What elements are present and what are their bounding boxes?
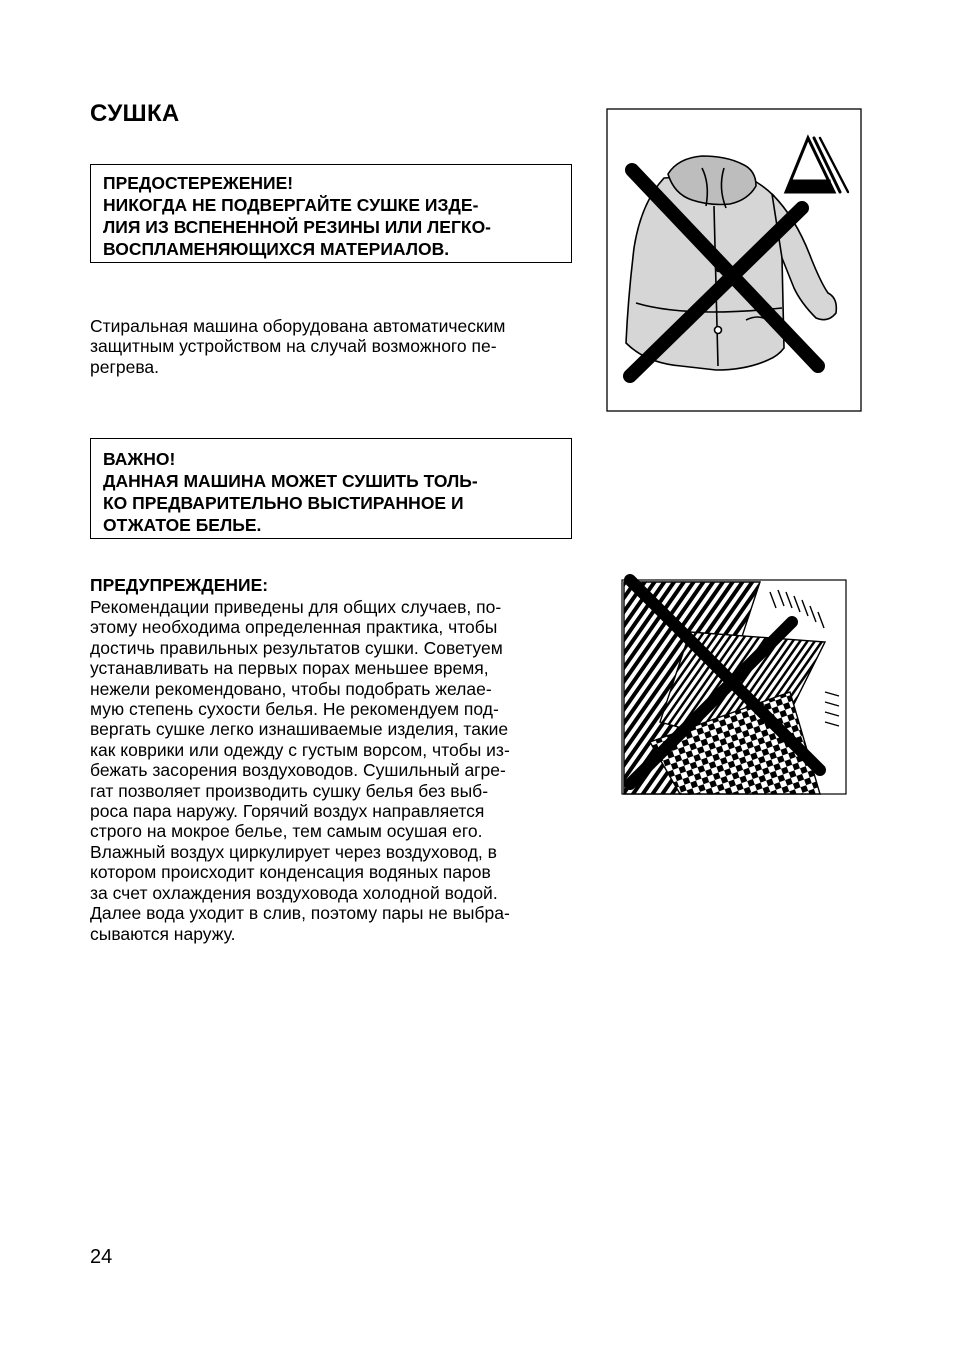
page-number: 24 (90, 1246, 113, 1268)
paragraph-line: Далее вода уходит в слив, поэтому пары не выбра- (90, 903, 510, 924)
paragraph-line: Влажный воздух циркулирует через воздуховод, в (90, 841, 497, 862)
paragraph-line: достичь правильных результатов сушки. Советуем (90, 637, 503, 658)
important-heading: ВАЖНО! (103, 449, 176, 469)
caution-box (90, 164, 572, 263)
paragraph-line: Стиральная машина оборудована автоматическим (90, 316, 506, 336)
paragraph-line: вергать сушке легко изнашиваемые изделия, такие (90, 719, 509, 740)
paragraph-line: строго на мокрое белье, тем самым осушая его. (90, 821, 483, 842)
caution-line: НИКОГДА НЕ ПОДВЕРГАЙТЕ СУШКЕ ИЗДЕ- (103, 195, 479, 215)
warning-paragraph (90, 597, 576, 944)
no-foam-rubber-jacket-illustration (606, 108, 862, 412)
caution-line: ВОСПЛАМЕНЯЮЩИХСЯ МАТЕРИАЛОВ. (103, 239, 450, 259)
paragraph-line: устанавливать на первых порах меньшее время, (90, 658, 489, 679)
caution-line: ЛИЯ ИЗ ВСПЕНЕННОЙ РЕЗИНЫ ИЛИ ЛЕГКО- (103, 217, 492, 237)
page-title: СУШКА (90, 100, 180, 127)
paragraph-line: как коврики или одежду с густым ворсом, чтобы из- (90, 739, 510, 760)
important-line: ДАННАЯ МАШИНА МОЖЕТ СУШИТЬ ТОЛЬ- (103, 471, 478, 491)
paragraph-line: роса пара наружу. Горячий воздух направляется (90, 801, 485, 822)
paragraph-line: котором происходит конденсация водяных паров (90, 862, 491, 883)
important-line: ОТЖАТОЕ БЕЛЬЕ. (103, 515, 262, 535)
paragraph-line: Рекомендации приведены для общих случаев, по- (90, 597, 502, 617)
overheat-paragraph (90, 316, 576, 377)
paragraph-line: этому необходима определенная практика, чтобы (90, 617, 498, 638)
important-line: КО ПРЕДВАРИТЕЛЬНО ВЫСТИРАННОЕ И (103, 493, 464, 513)
paragraph-line: регрева. (90, 356, 160, 377)
caution-heading: ПРЕДОСТЕРЕЖЕНИЕ! (103, 173, 294, 193)
paragraph-line: нежели рекомендовано, чтобы подобрать желае- (90, 678, 492, 699)
paragraph-line: сываются наружу. (90, 923, 236, 944)
paragraph-line: мую степень сухости белья. Не рекомендуем под- (90, 699, 499, 720)
paragraph-line: гат позволяет производить сушку белья без выб- (90, 780, 489, 801)
paragraph-line: защитным устройством на случай возможного пе- (90, 336, 497, 357)
important-box (90, 438, 572, 539)
paragraph-line: бежать засорения воздуховодов. Сушильный агре- (90, 760, 506, 781)
paragraph-line: за счет охлаждения воздуховода холодной водой. (90, 882, 498, 903)
no-rug-illustration (620, 572, 848, 796)
warning-heading: ПРЕДУПРЕЖДЕНИЕ: (90, 575, 269, 595)
